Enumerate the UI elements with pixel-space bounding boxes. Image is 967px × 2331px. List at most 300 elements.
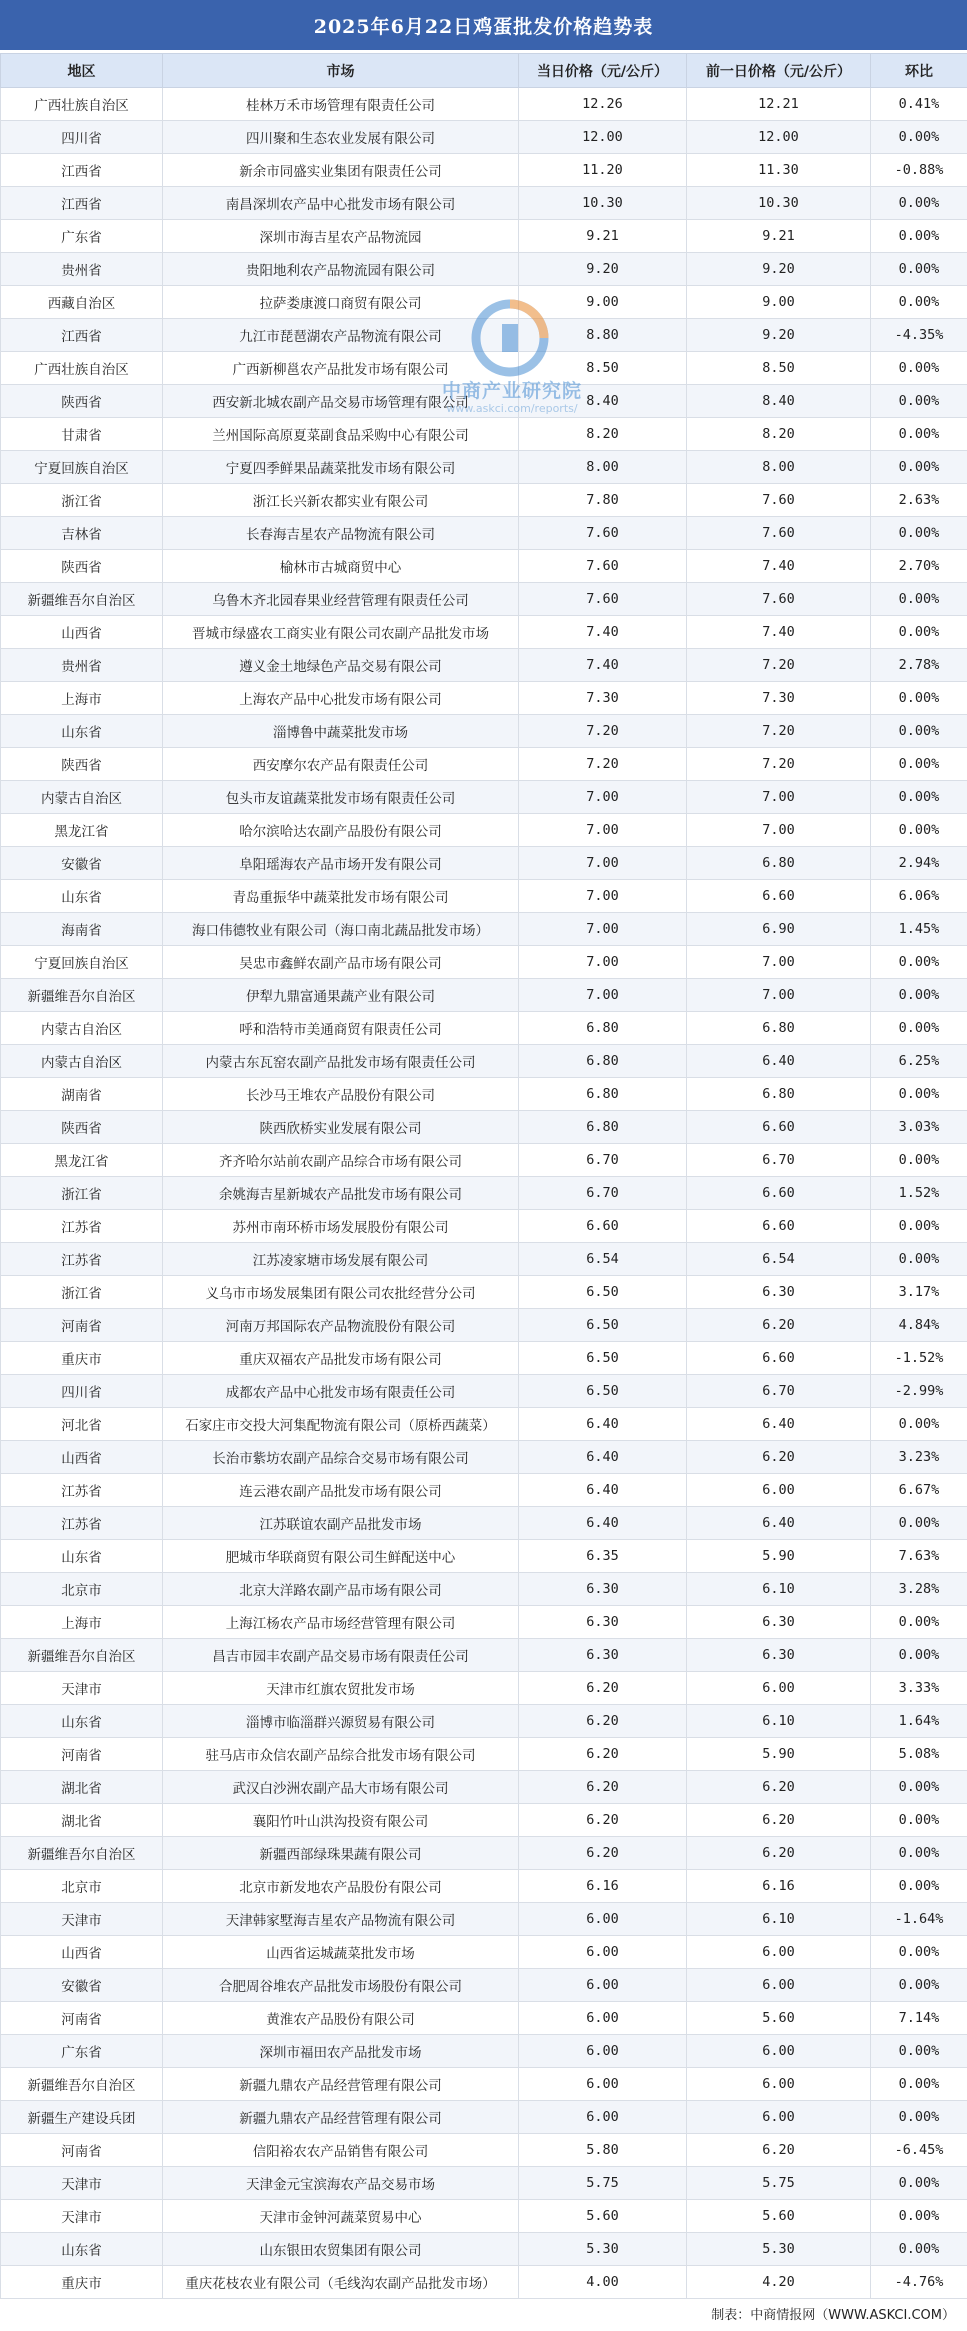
- table-row: [1, 154, 967, 187]
- cell-region: 新疆维吾尔自治区: [1, 1837, 163, 1870]
- cell-region: 吉林省: [1, 517, 163, 550]
- cell-change: 0.00%: [871, 1243, 967, 1276]
- cell-today-price: 6.60: [519, 1210, 687, 1243]
- cell-market: 上海江杨农产品市场经营管理有限公司: [163, 1606, 519, 1639]
- table-row: [1, 220, 967, 253]
- table-row: [1, 1474, 967, 1507]
- cell-prev-price: 9.21: [687, 220, 871, 253]
- cell-change: 2.94%: [871, 847, 967, 880]
- header-change: 环比: [871, 54, 967, 88]
- cell-region: 江苏省: [1, 1210, 163, 1243]
- cell-market: 肥城市华联商贸有限公司生鲜配送中心: [163, 1540, 519, 1573]
- cell-today-price: 7.00: [519, 946, 687, 979]
- cell-region: 河北省: [1, 1408, 163, 1441]
- cell-prev-price: 8.20: [687, 418, 871, 451]
- cell-prev-price: 7.40: [687, 616, 871, 649]
- cell-prev-price: 6.30: [687, 1276, 871, 1309]
- cell-today-price: 6.50: [519, 1342, 687, 1375]
- cell-market: 河南万邦国际农产品物流股份有限公司: [163, 1309, 519, 1342]
- cell-market: 信阳裕农农产品销售有限公司: [163, 2134, 519, 2167]
- cell-change: 0.00%: [871, 286, 967, 319]
- cell-today-price: 6.00: [519, 2035, 687, 2068]
- cell-change: 0.00%: [871, 2068, 967, 2101]
- cell-market: 天津金元宝滨海农产品交易市场: [163, 2167, 519, 2200]
- cell-region: 新疆生产建设兵团: [1, 2101, 163, 2134]
- table-row: [1, 880, 967, 913]
- cell-change: 6.25%: [871, 1045, 967, 1078]
- cell-market: 阜阳瑶海农产品市场开发有限公司: [163, 847, 519, 880]
- cell-change: 0.00%: [871, 1507, 967, 1540]
- cell-change: 0.00%: [871, 1210, 967, 1243]
- cell-today-price: 5.30: [519, 2233, 687, 2266]
- cell-today-price: 7.60: [519, 550, 687, 583]
- cell-today-price: 7.20: [519, 715, 687, 748]
- cell-change: 3.03%: [871, 1111, 967, 1144]
- table-row: [1, 352, 967, 385]
- cell-change: 3.17%: [871, 1276, 967, 1309]
- cell-change: 0.00%: [871, 616, 967, 649]
- cell-market: 九江市琵琶湖农产品物流有限公司: [163, 319, 519, 352]
- cell-change: 0.00%: [871, 1012, 967, 1045]
- cell-prev-price: 6.80: [687, 1078, 871, 1111]
- cell-prev-price: 6.40: [687, 1408, 871, 1441]
- cell-region: 广西壮族自治区: [1, 88, 163, 121]
- table-row: [1, 1375, 967, 1408]
- cell-market: 黄淮农产品股份有限公司: [163, 2002, 519, 2035]
- cell-market: 深圳市海吉星农产品物流园: [163, 220, 519, 253]
- cell-change: 0.41%: [871, 88, 967, 121]
- cell-market: 驻马店市众信农副产品综合批发市场有限公司: [163, 1738, 519, 1771]
- cell-today-price: 6.70: [519, 1177, 687, 1210]
- cell-prev-price: 6.20: [687, 1441, 871, 1474]
- cell-prev-price: 6.00: [687, 2101, 871, 2134]
- cell-market: 呼和浩特市美通商贸有限责任公司: [163, 1012, 519, 1045]
- cell-change: 0.00%: [871, 517, 967, 550]
- cell-region: 安徽省: [1, 1969, 163, 2002]
- cell-prev-price: 9.20: [687, 253, 871, 286]
- watermark-name: 中商产业研究院: [441, 380, 582, 402]
- table-row: [1, 286, 967, 319]
- cell-today-price: 6.20: [519, 1705, 687, 1738]
- cell-region: 河南省: [1, 2134, 163, 2167]
- cell-region: 海南省: [1, 913, 163, 946]
- cell-today-price: 6.00: [519, 1903, 687, 1936]
- cell-region: 山东省: [1, 2233, 163, 2266]
- cell-prev-price: 6.20: [687, 1837, 871, 1870]
- cell-today-price: 6.40: [519, 1408, 687, 1441]
- cell-region: 广东省: [1, 220, 163, 253]
- cell-prev-price: 5.60: [687, 2002, 871, 2035]
- cell-change: 0.00%: [871, 814, 967, 847]
- cell-region: 西藏自治区: [1, 286, 163, 319]
- cell-today-price: 6.30: [519, 1573, 687, 1606]
- table-row: [1, 550, 967, 583]
- cell-market: 重庆花枝农业有限公司（毛线沟农副产品批发市场）: [163, 2266, 519, 2299]
- cell-today-price: 4.00: [519, 2266, 687, 2299]
- cell-market: 长春海吉星农产品物流有限公司: [163, 517, 519, 550]
- cell-change: 7.63%: [871, 1540, 967, 1573]
- cell-prev-price: 5.30: [687, 2233, 871, 2266]
- cell-region: 天津市: [1, 1672, 163, 1705]
- cell-market: 北京大洋路农副产品市场有限公司: [163, 1573, 519, 1606]
- cell-change: -6.45%: [871, 2134, 967, 2167]
- cell-change: 0.00%: [871, 1408, 967, 1441]
- table-row: [1, 1507, 967, 1540]
- cell-prev-price: 5.90: [687, 1540, 871, 1573]
- table-row: [1, 1771, 967, 1804]
- cell-today-price: 6.00: [519, 2002, 687, 2035]
- cell-region: 黑龙江省: [1, 1144, 163, 1177]
- cell-market: 义乌市市场发展集团有限公司农批经营分公司: [163, 1276, 519, 1309]
- cell-change: 2.78%: [871, 649, 967, 682]
- table-row: [1, 1408, 967, 1441]
- cell-market: 新余市同盛实业集团有限责任公司: [163, 154, 519, 187]
- cell-change: 3.33%: [871, 1672, 967, 1705]
- cell-region: 四川省: [1, 121, 163, 154]
- cell-market: 成都农产品中心批发市场有限责任公司: [163, 1375, 519, 1408]
- cell-region: 新疆维吾尔自治区: [1, 979, 163, 1012]
- cell-region: 甘肃省: [1, 418, 163, 451]
- cell-region: 贵州省: [1, 253, 163, 286]
- cell-change: -1.64%: [871, 1903, 967, 1936]
- table-row: [1, 1078, 967, 1111]
- cell-today-price: 6.20: [519, 1672, 687, 1705]
- cell-change: 0.00%: [871, 451, 967, 484]
- table-row: [1, 1210, 967, 1243]
- cell-market: 陕西欣桥实业发展有限公司: [163, 1111, 519, 1144]
- cell-prev-price: 5.90: [687, 1738, 871, 1771]
- cell-prev-price: 6.60: [687, 1111, 871, 1144]
- cell-prev-price: 11.30: [687, 154, 871, 187]
- cell-market: 北京市新发地农产品股份有限公司: [163, 1870, 519, 1903]
- cell-prev-price: 6.60: [687, 880, 871, 913]
- cell-today-price: 6.80: [519, 1078, 687, 1111]
- cell-today-price: 6.00: [519, 2068, 687, 2101]
- cell-market: 拉萨娄康渡口商贸有限公司: [163, 286, 519, 319]
- table-row: [1, 1342, 967, 1375]
- cell-prev-price: 6.60: [687, 1342, 871, 1375]
- header-prev-price: 前一日价格（元/公斤）: [687, 54, 871, 88]
- cell-change: -1.52%: [871, 1342, 967, 1375]
- cell-region: 天津市: [1, 1903, 163, 1936]
- cell-region: 江苏省: [1, 1507, 163, 1540]
- table-row: [1, 2167, 967, 2200]
- cell-today-price: 6.00: [519, 1936, 687, 1969]
- table-row: [1, 1804, 967, 1837]
- cell-today-price: 5.80: [519, 2134, 687, 2167]
- table-row: [1, 1540, 967, 1573]
- cell-today-price: 6.00: [519, 1969, 687, 2002]
- cell-region: 北京市: [1, 1573, 163, 1606]
- table-row: [1, 616, 967, 649]
- cell-today-price: 6.30: [519, 1639, 687, 1672]
- cell-region: 山东省: [1, 1705, 163, 1738]
- cell-region: 浙江省: [1, 1177, 163, 1210]
- table-row: [1, 2200, 967, 2233]
- cell-prev-price: 7.00: [687, 946, 871, 979]
- cell-today-price: 6.20: [519, 1738, 687, 1771]
- cell-prev-price: 7.00: [687, 781, 871, 814]
- cell-today-price: 6.16: [519, 1870, 687, 1903]
- cell-today-price: 9.00: [519, 286, 687, 319]
- cell-prev-price: 6.10: [687, 1573, 871, 1606]
- cell-today-price: 7.40: [519, 616, 687, 649]
- cell-prev-price: 6.00: [687, 1969, 871, 2002]
- cell-region: 新疆维吾尔自治区: [1, 1639, 163, 1672]
- cell-region: 内蒙古自治区: [1, 781, 163, 814]
- cell-region: 河南省: [1, 2002, 163, 2035]
- cell-today-price: 12.26: [519, 88, 687, 121]
- table-row: [1, 946, 967, 979]
- cell-region: 山西省: [1, 1936, 163, 1969]
- cell-market: 哈尔滨哈达农副产品股份有限公司: [163, 814, 519, 847]
- cell-today-price: 10.30: [519, 187, 687, 220]
- table-row: [1, 1111, 967, 1144]
- cell-market: 齐齐哈尔站前农副产品综合市场有限公司: [163, 1144, 519, 1177]
- cell-prev-price: 7.60: [687, 517, 871, 550]
- table-row: [1, 583, 967, 616]
- table-row: [1, 1243, 967, 1276]
- cell-prev-price: 6.20: [687, 1804, 871, 1837]
- cell-market: 四川聚和生态农业发展有限公司: [163, 121, 519, 154]
- cell-market: 余姚海吉星新城农产品批发市场有限公司: [163, 1177, 519, 1210]
- cell-today-price: 6.20: [519, 1804, 687, 1837]
- cell-region: 湖北省: [1, 1771, 163, 1804]
- cell-region: 陕西省: [1, 385, 163, 418]
- cell-today-price: 12.00: [519, 121, 687, 154]
- table-row: [1, 88, 967, 121]
- cell-region: 贵州省: [1, 649, 163, 682]
- cell-region: 湖南省: [1, 1078, 163, 1111]
- cell-change: 2.70%: [871, 550, 967, 583]
- cell-prev-price: 7.40: [687, 550, 871, 583]
- cell-market: 江苏联谊农副产品批发市场: [163, 1507, 519, 1540]
- cell-region: 黑龙江省: [1, 814, 163, 847]
- cell-prev-price: 6.20: [687, 2134, 871, 2167]
- cell-prev-price: 6.80: [687, 847, 871, 880]
- cell-market: 长沙马王堆农产品股份有限公司: [163, 1078, 519, 1111]
- cell-market: 新疆西部绿珠果蔬有限公司: [163, 1837, 519, 1870]
- cell-region: 天津市: [1, 2167, 163, 2200]
- cell-change: 1.64%: [871, 1705, 967, 1738]
- cell-prev-price: 9.20: [687, 319, 871, 352]
- cell-prev-price: 7.20: [687, 748, 871, 781]
- table-row: [1, 1870, 967, 1903]
- cell-change: 1.52%: [871, 1177, 967, 1210]
- cell-prev-price: 6.16: [687, 1870, 871, 1903]
- cell-market: 深圳市福田农产品批发市场: [163, 2035, 519, 2068]
- cell-region: 重庆市: [1, 1342, 163, 1375]
- cell-market: 天津市红旗农贸批发市场: [163, 1672, 519, 1705]
- cell-prev-price: 7.00: [687, 979, 871, 1012]
- cell-market: 苏州市南环桥市场发展股份有限公司: [163, 1210, 519, 1243]
- cell-market: 乌鲁木齐北园春果业经营管理有限责任公司: [163, 583, 519, 616]
- cell-market: 江苏凌家塘市场发展有限公司: [163, 1243, 519, 1276]
- cell-change: 0.00%: [871, 352, 967, 385]
- cell-today-price: 7.00: [519, 781, 687, 814]
- table-row: [1, 319, 967, 352]
- cell-region: 江苏省: [1, 1474, 163, 1507]
- cell-today-price: 7.00: [519, 847, 687, 880]
- cell-today-price: 6.40: [519, 1441, 687, 1474]
- cell-today-price: 7.40: [519, 649, 687, 682]
- cell-region: 浙江省: [1, 1276, 163, 1309]
- table-row: [1, 682, 967, 715]
- cell-today-price: 6.54: [519, 1243, 687, 1276]
- cell-prev-price: 7.30: [687, 682, 871, 715]
- cell-today-price: 7.60: [519, 517, 687, 550]
- cell-change: 0.00%: [871, 220, 967, 253]
- footer-source: 制表：中商情报网（WWW.ASKCI.COM）: [711, 2308, 955, 2323]
- cell-change: 0.00%: [871, 1804, 967, 1837]
- cell-change: 0.00%: [871, 2101, 967, 2134]
- cell-change: 0.00%: [871, 682, 967, 715]
- table-row: [1, 484, 967, 517]
- table-row: [1, 385, 967, 418]
- cell-prev-price: 6.00: [687, 2068, 871, 2101]
- cell-region: 北京市: [1, 1870, 163, 1903]
- cell-change: 4.84%: [871, 1309, 967, 1342]
- cell-prev-price: 6.20: [687, 1309, 871, 1342]
- cell-prev-price: 6.90: [687, 913, 871, 946]
- table-row: [1, 814, 967, 847]
- cell-market: 遵义金土地绿色产品交易有限公司: [163, 649, 519, 682]
- cell-market: 武汉白沙洲农副产品大市场有限公司: [163, 1771, 519, 1804]
- cell-market: 兰州国际高原夏菜副食品采购中心有限公司: [163, 418, 519, 451]
- table-body: [1, 88, 967, 2299]
- cell-region: 山东省: [1, 1540, 163, 1573]
- cell-region: 四川省: [1, 1375, 163, 1408]
- cell-market: 连云港农副产品批发市场有限公司: [163, 1474, 519, 1507]
- cell-change: 0.00%: [871, 979, 967, 1012]
- cell-change: 0.00%: [871, 748, 967, 781]
- cell-prev-price: 4.20: [687, 2266, 871, 2299]
- cell-change: 0.00%: [871, 1771, 967, 1804]
- table-row: [1, 913, 967, 946]
- cell-region: 宁夏回族自治区: [1, 946, 163, 979]
- cell-today-price: 6.80: [519, 1012, 687, 1045]
- cell-today-price: 6.40: [519, 1507, 687, 1540]
- cell-market: 长治市紫坊农副产品综合交易市场有限公司: [163, 1441, 519, 1474]
- table-title: 2025年6月22日鸡蛋批发价格趋势表: [0, 0, 967, 50]
- cell-market: 包头市友谊蔬菜批发市场有限责任公司: [163, 781, 519, 814]
- cell-prev-price: 6.30: [687, 1606, 871, 1639]
- cell-market: 山东银田农贸集团有限公司: [163, 2233, 519, 2266]
- table-row: [1, 2035, 967, 2068]
- cell-change: 0.00%: [871, 715, 967, 748]
- cell-prev-price: 12.00: [687, 121, 871, 154]
- cell-region: 天津市: [1, 2200, 163, 2233]
- table-row: [1, 2134, 967, 2167]
- cell-region: 河南省: [1, 1738, 163, 1771]
- cell-region: 陕西省: [1, 1111, 163, 1144]
- cell-today-price: 6.35: [519, 1540, 687, 1573]
- cell-market: 新疆九鼎农产品经营管理有限公司: [163, 2068, 519, 2101]
- cell-today-price: 6.70: [519, 1144, 687, 1177]
- table-row: [1, 2233, 967, 2266]
- cell-today-price: 9.21: [519, 220, 687, 253]
- cell-prev-price: 5.60: [687, 2200, 871, 2233]
- cell-market: 山西省运城蔬菜批发市场: [163, 1936, 519, 1969]
- table-row: [1, 979, 967, 1012]
- cell-market: 昌吉市园丰农副产品交易市场有限责任公司: [163, 1639, 519, 1672]
- cell-region: 山西省: [1, 1441, 163, 1474]
- cell-market: 贵阳地利农产品物流园有限公司: [163, 253, 519, 286]
- cell-market: 石家庄市交投大河集配物流有限公司（原桥西蔬菜）: [163, 1408, 519, 1441]
- cell-region: 上海市: [1, 1606, 163, 1639]
- cell-prev-price: 7.20: [687, 649, 871, 682]
- cell-prev-price: 9.00: [687, 286, 871, 319]
- cell-region: 上海市: [1, 682, 163, 715]
- header-row: [1, 54, 967, 88]
- cell-change: 0.00%: [871, 1837, 967, 1870]
- cell-today-price: 8.80: [519, 319, 687, 352]
- cell-change: 0.00%: [871, 253, 967, 286]
- cell-market: 吴忠市鑫鲜农副产品市场有限公司: [163, 946, 519, 979]
- cell-change: 0.00%: [871, 2167, 967, 2200]
- cell-prev-price: 6.20: [687, 1771, 871, 1804]
- cell-prev-price: 6.00: [687, 1474, 871, 1507]
- cell-change: 0.00%: [871, 1870, 967, 1903]
- table-row: [1, 2002, 967, 2035]
- cell-today-price: 8.50: [519, 352, 687, 385]
- cell-prev-price: 7.20: [687, 715, 871, 748]
- cell-today-price: 7.00: [519, 814, 687, 847]
- cell-prev-price: 6.00: [687, 1936, 871, 1969]
- cell-change: 1.45%: [871, 913, 967, 946]
- cell-prev-price: 6.30: [687, 1639, 871, 1672]
- cell-change: 0.00%: [871, 1606, 967, 1639]
- cell-market: 内蒙古东瓦窑农副产品批发市场有限责任公司: [163, 1045, 519, 1078]
- table-row: [1, 1738, 967, 1771]
- cell-today-price: 9.20: [519, 253, 687, 286]
- header-region: 地区: [1, 54, 163, 88]
- cell-market: 襄阳竹叶山洪沟投资有限公司: [163, 1804, 519, 1837]
- cell-today-price: 6.50: [519, 1375, 687, 1408]
- cell-change: 0.00%: [871, 1144, 967, 1177]
- table-row: [1, 1573, 967, 1606]
- table-row: [1, 781, 967, 814]
- cell-change: 3.28%: [871, 1573, 967, 1606]
- cell-today-price: 6.00: [519, 2101, 687, 2134]
- table-row: [1, 649, 967, 682]
- cell-change: 5.08%: [871, 1738, 967, 1771]
- cell-change: 0.00%: [871, 1078, 967, 1111]
- cell-today-price: 5.75: [519, 2167, 687, 2200]
- table-row: [1, 253, 967, 286]
- table-row: [1, 1309, 967, 1342]
- cell-change: 0.00%: [871, 946, 967, 979]
- table-row: [1, 1672, 967, 1705]
- cell-region: 广西壮族自治区: [1, 352, 163, 385]
- cell-today-price: 6.80: [519, 1045, 687, 1078]
- cell-region: 江西省: [1, 187, 163, 220]
- cell-prev-price: 7.60: [687, 583, 871, 616]
- egg-price-table: [0, 53, 967, 2299]
- cell-market: 西安摩尔农产品有限责任公司: [163, 748, 519, 781]
- table-row: [1, 1837, 967, 1870]
- cell-today-price: 6.40: [519, 1474, 687, 1507]
- cell-change: 2.63%: [871, 484, 967, 517]
- cell-today-price: 8.40: [519, 385, 687, 418]
- header-today-price: 当日价格（元/公斤）: [519, 54, 687, 88]
- cell-market: 晋城市绿盛农工商实业有限公司农副产品批发市场: [163, 616, 519, 649]
- cell-region: 河南省: [1, 1309, 163, 1342]
- table-row: [1, 1936, 967, 1969]
- cell-prev-price: 7.60: [687, 484, 871, 517]
- table-row: [1, 847, 967, 880]
- cell-prev-price: 8.40: [687, 385, 871, 418]
